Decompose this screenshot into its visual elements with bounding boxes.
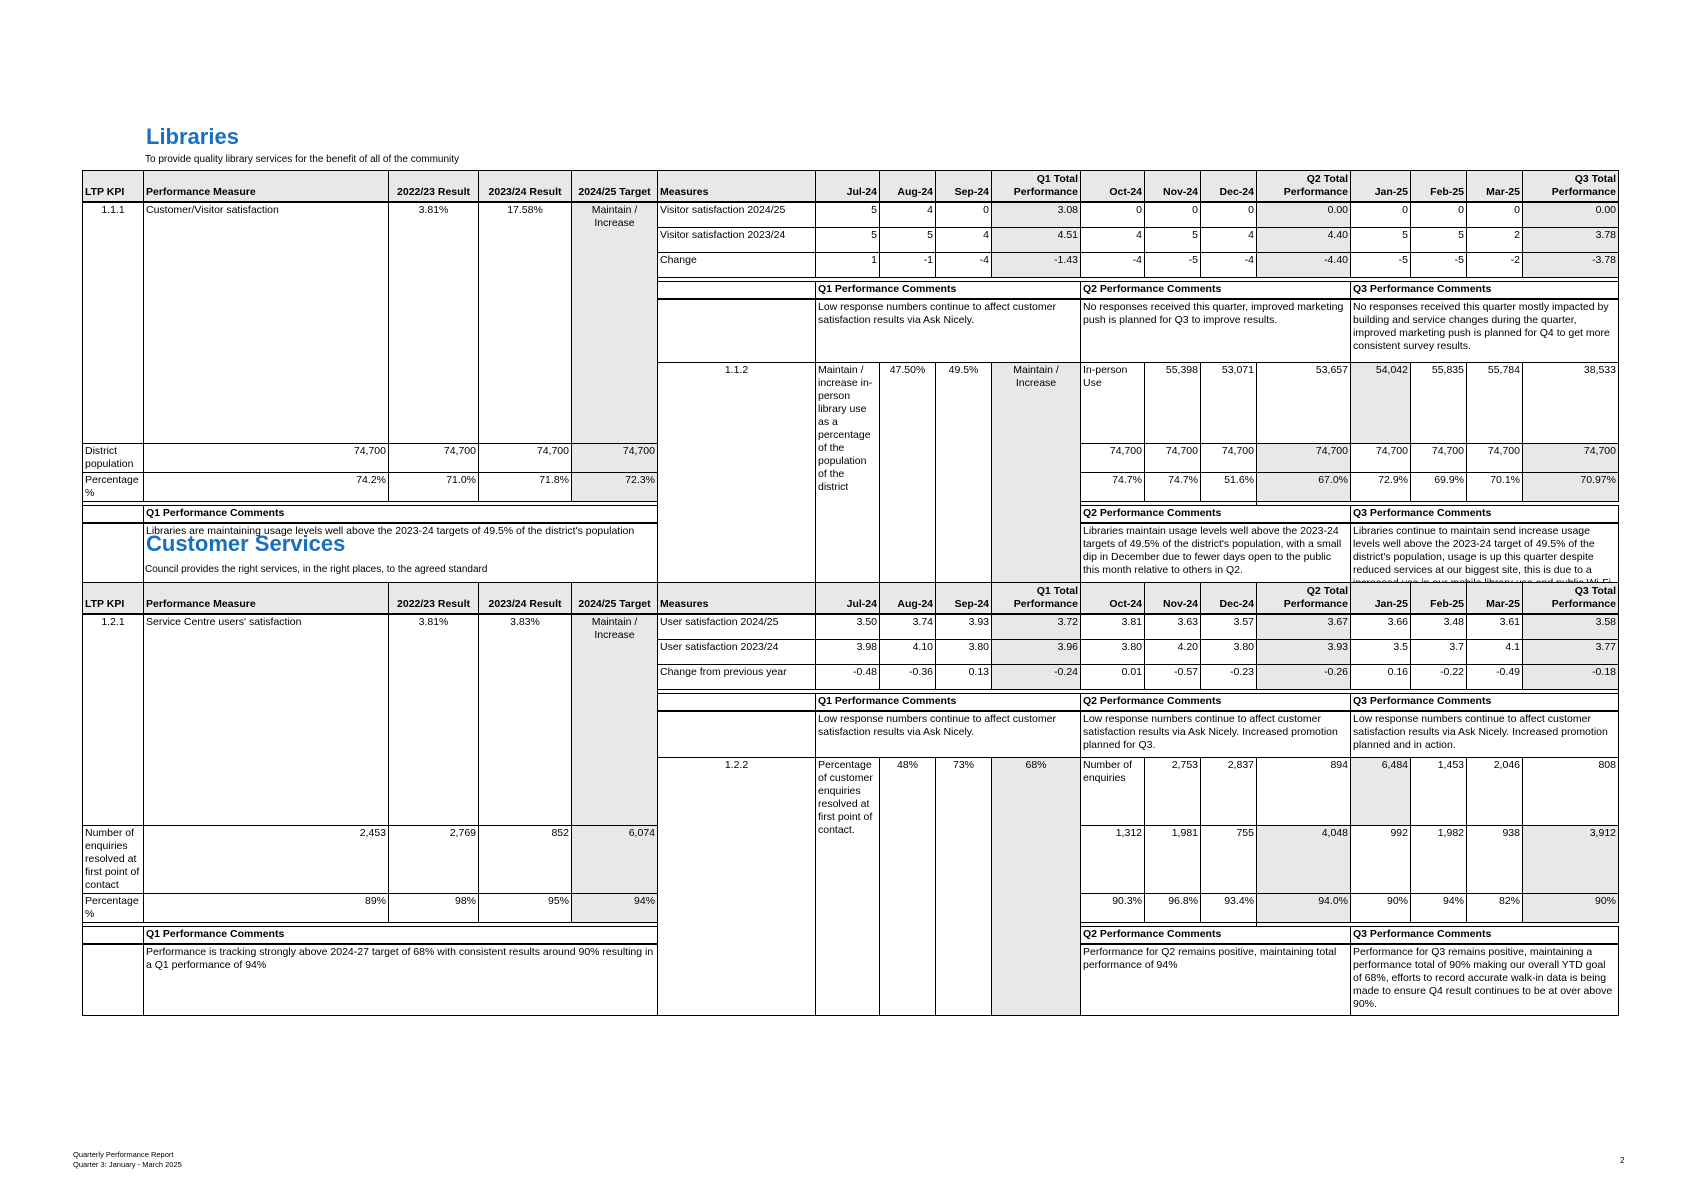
- measure-value: -0.36: [880, 665, 936, 690]
- measure-label: District population: [83, 444, 144, 473]
- kpi-measure: Percentage of customer enquiries resolved at first point of contact.: [816, 758, 880, 1016]
- q3-comment: Libraries continue to maintain send increase usage levels well above the 2023-24 target of 49.5% of the district's population, usage is up this quarter despite reduced services at our biggest site, this is due to a: [1351, 523, 1619, 609]
- measure-label: Percentage %: [83, 473, 144, 502]
- measure-label: Visitor satisfaction 2023/24: [658, 228, 816, 253]
- measure-value: 2,046: [1467, 758, 1523, 826]
- kpi-target-2024-25: Maintain / Increase: [572, 202, 658, 444]
- measure-value: 74,700: [1257, 444, 1351, 473]
- col-period: Aug-24: [880, 583, 936, 615]
- kpi-result-2023-24: 49.5%: [936, 363, 992, 609]
- measure-value: -4: [936, 253, 992, 278]
- measure-value: 74,700: [389, 444, 479, 473]
- measure-value: 852: [479, 826, 572, 894]
- measure-value: -5: [1145, 253, 1201, 278]
- measure-value: 0.01: [1081, 665, 1145, 690]
- measure-value: 3.78: [1523, 228, 1619, 253]
- measure-value: 3.63: [1145, 614, 1201, 640]
- measure-value: -4: [1081, 253, 1145, 278]
- footer-quarter: Quarter 3: January - March 2025: [73, 1160, 182, 1169]
- measure-value: -0.18: [1523, 665, 1619, 690]
- q3-comment: No responses received this quarter mostly impacted by building and service changes during the quarter, improved marketing push is planned for Q4 to get more consistent survey results.: [1351, 299, 1619, 363]
- kpi-target-2024-25: 68%: [992, 758, 1081, 1016]
- measure-value: 4.20: [1145, 640, 1201, 665]
- comments-header-blank: [658, 694, 816, 712]
- measure-label: In-person Use: [1081, 363, 1145, 444]
- comments-header-blank: [658, 282, 816, 300]
- col-period: Jul-24: [816, 583, 880, 615]
- measure-value: 53,657: [1257, 363, 1351, 444]
- col-period: Dec-24: [1201, 583, 1257, 615]
- col-period: Oct-24: [1081, 171, 1145, 203]
- col-target-2024-25: 2024/25 Target: [572, 583, 658, 615]
- measure-value: 67.0%: [1257, 473, 1351, 502]
- measure-value: -4.40: [1257, 253, 1351, 278]
- measure-value: 992: [1351, 826, 1411, 894]
- measure-value: -1: [880, 253, 936, 278]
- col-period: Sep-24: [936, 583, 992, 615]
- col-period: Q1 Total Performance: [992, 583, 1081, 615]
- q2-comments-header: Q2 Performance Comments: [1081, 506, 1351, 524]
- col-period: Feb-25: [1411, 171, 1467, 203]
- measure-value: 0.00: [1257, 202, 1351, 228]
- measure-value: 69.9%: [1411, 473, 1467, 502]
- measure-value: 55,398: [1145, 363, 1201, 444]
- measure-value: 98%: [389, 894, 479, 923]
- q3-comments-header: Q3 Performance Comments: [1351, 694, 1619, 712]
- kpi-measure: Service Centre users' satisfaction: [144, 614, 389, 826]
- q1-comment: Low response numbers continue to affect customer satisfaction results via Ask Nicely.: [816, 711, 1081, 758]
- measure-value: 6,074: [572, 826, 658, 894]
- measure-value: 4.1: [1467, 640, 1523, 665]
- kpi-result-2022-23: 48%: [880, 758, 936, 1016]
- measure-value: 6,484: [1351, 758, 1411, 826]
- measure-value: 3.93: [1257, 640, 1351, 665]
- measure-value: 894: [1257, 758, 1351, 826]
- col-period: Mar-25: [1467, 171, 1523, 203]
- measure-value: 1,982: [1411, 826, 1467, 894]
- measure-value: 0: [1201, 202, 1257, 228]
- measure-value: -5: [1351, 253, 1411, 278]
- col-period: Jul-24: [816, 171, 880, 203]
- col-period: Q3 Total Performance: [1523, 171, 1619, 203]
- col-performance-measure: Performance Measure: [144, 583, 389, 615]
- comments-header-blank: [83, 506, 144, 524]
- measure-value: 96.8%: [1145, 894, 1201, 923]
- measure-value: -2: [1467, 253, 1523, 278]
- measure-value: 89%: [144, 894, 389, 923]
- measure-value: 5: [1351, 228, 1411, 253]
- col-period: Q3 Total Performance: [1523, 583, 1619, 615]
- measure-value: 95%: [479, 894, 572, 923]
- q2-comments-header: Q2 Performance Comments: [1081, 927, 1351, 945]
- measure-value: 74,700: [1467, 444, 1523, 473]
- kpi-id: 1.1.2: [658, 363, 816, 609]
- measure-value: 3.80: [1201, 640, 1257, 665]
- measure-value: -0.24: [992, 665, 1081, 690]
- col-period: Q2 Total Performance: [1257, 171, 1351, 203]
- measure-value: 74,700: [144, 444, 389, 473]
- measure-value: 3.08: [992, 202, 1081, 228]
- col-period: Jan-25: [1351, 583, 1411, 615]
- measure-value: 82%: [1467, 894, 1523, 923]
- libraries-title: Libraries: [146, 124, 239, 149]
- measure-value: 51.6%: [1201, 473, 1257, 502]
- measure-value: 1: [816, 253, 880, 278]
- q2-comment: No responses received this quarter, improved marketing push is planned for Q3 to improve results.: [1081, 299, 1351, 363]
- col-period: Jan-25: [1351, 171, 1411, 203]
- col-period: Aug-24: [880, 171, 936, 203]
- col-period: Nov-24: [1145, 583, 1201, 615]
- measure-label: Number of enquiries resolved at first point of contact: [83, 826, 144, 894]
- kpi-id: 1.2.2: [658, 758, 816, 1016]
- measure-value: 2,453: [144, 826, 389, 894]
- customer-services-subtitle: Council provides the right services, in the right places, to the agreed standard: [145, 564, 488, 575]
- measure-value: 4.10: [880, 640, 936, 665]
- kpi-id: 1.2.1: [83, 614, 144, 826]
- q3-comment: Low response numbers continue to affect customer satisfaction results via Ask Nicely. Increased promotion planned and in action.: [1351, 711, 1619, 758]
- measure-label: Percentage %: [83, 894, 144, 923]
- measure-value: 808: [1523, 758, 1619, 826]
- kpi-target-2024-25: Maintain / Increase: [992, 363, 1081, 609]
- kpi-result-2023-24: 73%: [936, 758, 992, 1016]
- comments-blank: [83, 944, 144, 1016]
- measure-value: 1,312: [1081, 826, 1145, 894]
- col-period: Nov-24: [1145, 171, 1201, 203]
- measure-value: 3.98: [816, 640, 880, 665]
- measure-value: 74,700: [1201, 444, 1257, 473]
- col-period: Dec-24: [1201, 171, 1257, 203]
- header-row: [83, 583, 1619, 615]
- measure-value: -1.43: [992, 253, 1081, 278]
- q1-comments-header: Q1 Performance Comments: [816, 694, 1081, 712]
- measure-value: 90%: [1523, 894, 1619, 923]
- measure-value: 5: [1411, 228, 1467, 253]
- measure-value: 4: [936, 228, 992, 253]
- libraries-subtitle: To provide quality library services for the benefit of all of the community: [145, 154, 460, 165]
- measure-value: 74,700: [1145, 444, 1201, 473]
- col-period: Feb-25: [1411, 583, 1467, 615]
- measure-value: 5: [1145, 228, 1201, 253]
- header-row: [83, 171, 1619, 203]
- measure-value: 0: [936, 202, 992, 228]
- col-result-2023-24: 2023/24 Result: [479, 171, 572, 203]
- comments-blank: [658, 711, 816, 758]
- measure-value: 3.80: [1081, 640, 1145, 665]
- q3-comment: Performance for Q3 remains positive, maintaining a performance total of 90% making our overall YTD goal of 68%, efforts to record accurate walk-in data is being made to ensure Q4 result continues to be at over above 90%.: [1351, 944, 1619, 1016]
- q2-comment: Libraries maintain usage levels well above the 2023-24 targets of 49.5% of the district's population, with a small dip in December due to fewer days open to the public this month relative to others in Q2.: [1081, 523, 1351, 609]
- q1-comment: Libraries are maintaining usage levels well above the 2023-24 targets of 49.5% of the district's population: [144, 523, 658, 609]
- measure-value: 53,071: [1201, 363, 1257, 444]
- col-period: Q2 Total Performance: [1257, 583, 1351, 615]
- measure-value: -0.49: [1467, 665, 1523, 690]
- col-period: Oct-24: [1081, 583, 1145, 615]
- measure-value: -0.23: [1201, 665, 1257, 690]
- measure-value: 3.80: [936, 640, 992, 665]
- q1-comments-header: Q1 Performance Comments: [816, 282, 1081, 300]
- col-ltp-kpi: LTP KPI: [83, 171, 144, 203]
- measure-value: 74,700: [1351, 444, 1411, 473]
- measure-label: Change: [658, 253, 816, 278]
- measure-value: 74,700: [1081, 444, 1145, 473]
- kpi-result-2023-24: 17.58%: [479, 202, 572, 444]
- measure-label: User satisfaction 2023/24: [658, 640, 816, 665]
- measure-label: Number of enquiries: [1081, 758, 1145, 826]
- measure-value: 5: [816, 202, 880, 228]
- measure-value: 0: [1467, 202, 1523, 228]
- col-result-2022-23: 2022/23 Result: [389, 583, 479, 615]
- measure-value: 3.61: [1467, 614, 1523, 640]
- measure-value: 3.7: [1411, 640, 1467, 665]
- measure-value: 0.13: [936, 665, 992, 690]
- measure-value: -0.26: [1257, 665, 1351, 690]
- measure-value: 38,533: [1523, 363, 1619, 444]
- measure-label: Visitor satisfaction 2024/25: [658, 202, 816, 228]
- q2-comments-header: Q2 Performance Comments: [1081, 282, 1351, 300]
- measure-value: -0.22: [1411, 665, 1467, 690]
- q2-comment: Performance for Q2 remains positive, maintaining total performance of 94%: [1081, 944, 1351, 1016]
- col-period: Sep-24: [936, 171, 992, 203]
- kpi-result-2022-23: 3.81%: [389, 202, 479, 444]
- measure-row: [83, 614, 1619, 640]
- measure-value: 5: [816, 228, 880, 253]
- customer-services-title: Customer Services: [146, 531, 346, 556]
- col-measures: Measures: [658, 583, 816, 615]
- col-period: Mar-25: [1467, 583, 1523, 615]
- measure-value: 3.66: [1351, 614, 1411, 640]
- measure-value: 71.8%: [479, 473, 572, 502]
- measure-value: 74,700: [1523, 444, 1619, 473]
- measure-value: 3.81: [1081, 614, 1145, 640]
- measure-value: 4,048: [1257, 826, 1351, 894]
- col-ltp-kpi: LTP KPI: [83, 583, 144, 615]
- measure-value: 0.00: [1523, 202, 1619, 228]
- measure-value: 0: [1411, 202, 1467, 228]
- measure-value: 1,453: [1411, 758, 1467, 826]
- measure-value: 1,981: [1145, 826, 1201, 894]
- col-result-2022-23: 2022/23 Result: [389, 171, 479, 203]
- kpi-result-2022-23: 3.81%: [389, 614, 479, 826]
- col-measures: Measures: [658, 171, 816, 203]
- measure-value: 3.77: [1523, 640, 1619, 665]
- measure-value: 70.97%: [1523, 473, 1619, 502]
- kpi-id: 1.1.1: [83, 202, 144, 444]
- measure-value: 938: [1467, 826, 1523, 894]
- measure-value: -3.78: [1523, 253, 1619, 278]
- page-number: 2: [1620, 1156, 1625, 1165]
- col-period: Q1 Total Performance: [992, 171, 1081, 203]
- measure-value: 74,700: [572, 444, 658, 473]
- kpi-result-2022-23: 47.50%: [880, 363, 936, 609]
- measure-value: 2,769: [389, 826, 479, 894]
- measure-value: 72.3%: [572, 473, 658, 502]
- measure-value: 4: [880, 202, 936, 228]
- measure-value: 3.74: [880, 614, 936, 640]
- measure-value: 94%: [1411, 894, 1467, 923]
- q3-comments-header: Q3 Performance Comments: [1351, 927, 1619, 945]
- measure-value: 3,912: [1523, 826, 1619, 894]
- footer-report-title: Quarterly Performance Report: [73, 1150, 174, 1159]
- measure-value: 74.7%: [1081, 473, 1145, 502]
- measure-value: 55,784: [1467, 363, 1523, 444]
- measure-label: Change from previous year: [658, 665, 816, 690]
- measure-value: 0: [1351, 202, 1411, 228]
- customer-services-table: [82, 582, 1619, 1016]
- measure-value: 3.72: [992, 614, 1081, 640]
- kpi-target-2024-25: Maintain / Increase: [572, 614, 658, 826]
- q1-comments-header: Q1 Performance Comments: [144, 506, 658, 524]
- col-result-2023-24: 2023/24 Result: [479, 583, 572, 615]
- measure-value: 74.7%: [1145, 473, 1201, 502]
- measure-value: 93.4%: [1201, 894, 1257, 923]
- measure-value: -0.48: [816, 665, 880, 690]
- measure-value: 3.48: [1411, 614, 1467, 640]
- measure-value: 4: [1201, 228, 1257, 253]
- measure-value: 74,700: [1411, 444, 1467, 473]
- measure-value: 3.50: [816, 614, 880, 640]
- measure-value: 71.0%: [389, 473, 479, 502]
- measure-value: 2,753: [1145, 758, 1201, 826]
- q3-comments-header: Q3 Performance Comments: [1351, 506, 1619, 524]
- measure-value: 3.5: [1351, 640, 1411, 665]
- measure-value: 90%: [1351, 894, 1411, 923]
- measure-value: 94.0%: [1257, 894, 1351, 923]
- q1-comment: Low response numbers continue to affect customer satisfaction results via Ask Nicely.: [816, 299, 1081, 363]
- measure-value: 74,700: [479, 444, 572, 473]
- measure-value: 2,837: [1201, 758, 1257, 826]
- measure-value: 90.3%: [1081, 894, 1145, 923]
- measure-value: 70.1%: [1467, 473, 1523, 502]
- comments-header-blank: [83, 927, 144, 945]
- measure-value: 2: [1467, 228, 1523, 253]
- measure-value: 0.16: [1351, 665, 1411, 690]
- kpi-result-2023-24: 3.83%: [479, 614, 572, 826]
- measure-value: 72.9%: [1351, 473, 1411, 502]
- measure-value: 4.51: [992, 228, 1081, 253]
- measure-value: -0.57: [1145, 665, 1201, 690]
- kpi-measure: Maintain / increase in-person library use as a percentage of the population of the district: [816, 363, 880, 609]
- measure-row: [83, 202, 1619, 228]
- measure-value: 5: [880, 228, 936, 253]
- measure-value: 94%: [572, 894, 658, 923]
- measure-value: 0: [1081, 202, 1145, 228]
- measure-value: -4: [1201, 253, 1257, 278]
- q1-comment: Performance is tracking strongly above 2024-27 target of 68% with consistent results around 90% resulting in a Q1 performance of 94%: [144, 944, 658, 1016]
- measure-value: 74.2%: [144, 473, 389, 502]
- q2-comment: Low response numbers continue to affect customer satisfaction results via Ask Nicely. Increased promotion planned for Q3.: [1081, 711, 1351, 758]
- measure-value: 3.93: [936, 614, 992, 640]
- measure-value: 3.57: [1201, 614, 1257, 640]
- measure-value: 0: [1145, 202, 1201, 228]
- measure-value: 3.96: [992, 640, 1081, 665]
- q3-comments-header: Q3 Performance Comments: [1351, 282, 1619, 300]
- measure-value: 3.58: [1523, 614, 1619, 640]
- kpi-measure: Customer/Visitor satisfaction: [144, 202, 389, 444]
- measure-label: User satisfaction 2024/25: [658, 614, 816, 640]
- measure-value: 55,835: [1411, 363, 1467, 444]
- measure-value: 54,042: [1351, 363, 1411, 444]
- measure-value: -5: [1411, 253, 1467, 278]
- q1-comments-header: Q1 Performance Comments: [144, 927, 658, 945]
- measure-value: 4.40: [1257, 228, 1351, 253]
- measure-value: 755: [1201, 826, 1257, 894]
- col-performance-measure: Performance Measure: [144, 171, 389, 203]
- measure-value: 4: [1081, 228, 1145, 253]
- measure-value: 3.67: [1257, 614, 1351, 640]
- q2-comments-header: Q2 Performance Comments: [1081, 694, 1351, 712]
- col-target-2024-25: 2024/25 Target: [572, 171, 658, 203]
- comments-blank: [658, 299, 816, 363]
